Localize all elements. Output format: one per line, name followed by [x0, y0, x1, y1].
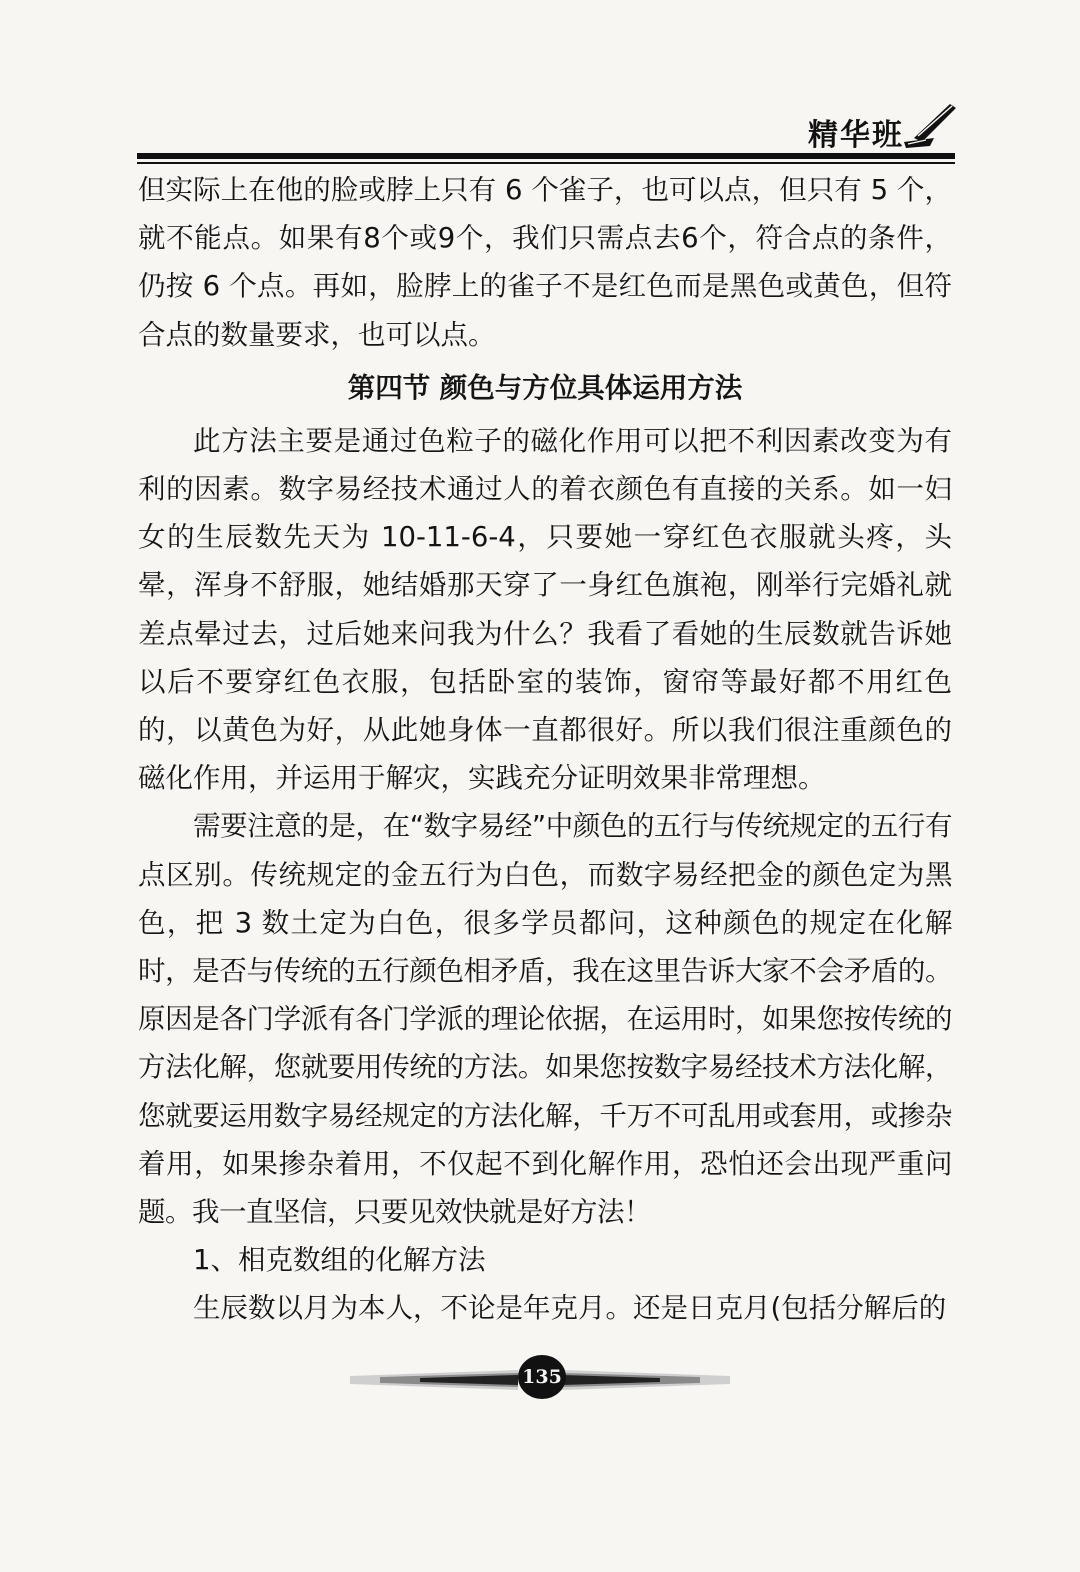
paragraph-birth-numbers: 生辰数以月为本人，不论是年克月。还是日克月(包括分解后的: [193, 1292, 947, 1325]
page-body: [138, 166, 952, 1333]
page-number: 135: [518, 1355, 566, 1399]
paragraph-continued: 但实际上在他的脸或脖上只有 6 个雀子，也可以点，但只有 5 个，就不能点。如果有8个或9个，我们只需点去6个，符合点的条件，仍按 6 个点。再如，脸脖上的雀子不是红色而是黑色或黄色，但符合点的数量要求，也可以点。: [138, 174, 952, 351]
header-rule: [137, 153, 955, 165]
subheading-method-1: 1、相克数组的化解方法: [193, 1244, 486, 1277]
section-heading: 第四节 颜色与方位具体运用方法: [347, 371, 743, 404]
paragraph-five-elements-note: 需要注意的是，在“数字易经”中颜色的五行与传统规定的五行有点区别。传统规定的金五行为白色，而数字易经把金的颜色定为黑色，把 3 数土定为白色，很多学员都问，这种颜色的规定在化解时，是否与传统的五行颜色相矛盾，我在这里告诉大家不会矛盾的。原因是各门学派有各门学派的理论依据，在运用时，如果您按传统的方法化解，您就要用传统的方法。如果您按数字易经技术方法化解，您就要运用数字易经规定的方法化解，千万不可乱用或套用，或掺杂着用，如果掺杂着用，不仅起不到化解作用，恐怕还会出现严重问题。我一直坚信，只要见效快就是好方法！: [138, 810, 952, 1229]
running-header-title: 精华班: [808, 118, 904, 153]
paragraph-color-magnetization: 此方法主要是通过色粒子的磁化作用可以把不利因素改变为有利的因素。数字易经技术通过人的着衣颜色有直接的关系。如一妇女的生辰数先天为 10-11-6-4，只要她一穿红色衣服就头疼，头晕，浑身不舒服，她结婚那天穿了一身红色旗袍，刚举行完婚礼就差点晕过去，过后她来问我为什么？我看了看她的生辰数就告诉她以后不要穿红色衣服，包括卧室的装饰，窗帘等最好都不用红色的，以黄色为好，从此她身体一直都很好。所以我们很注重颜色的磁化作用，并运用于解灾，实践充分证明效果非常理想。: [138, 424, 952, 795]
pen-icon: [900, 98, 960, 154]
